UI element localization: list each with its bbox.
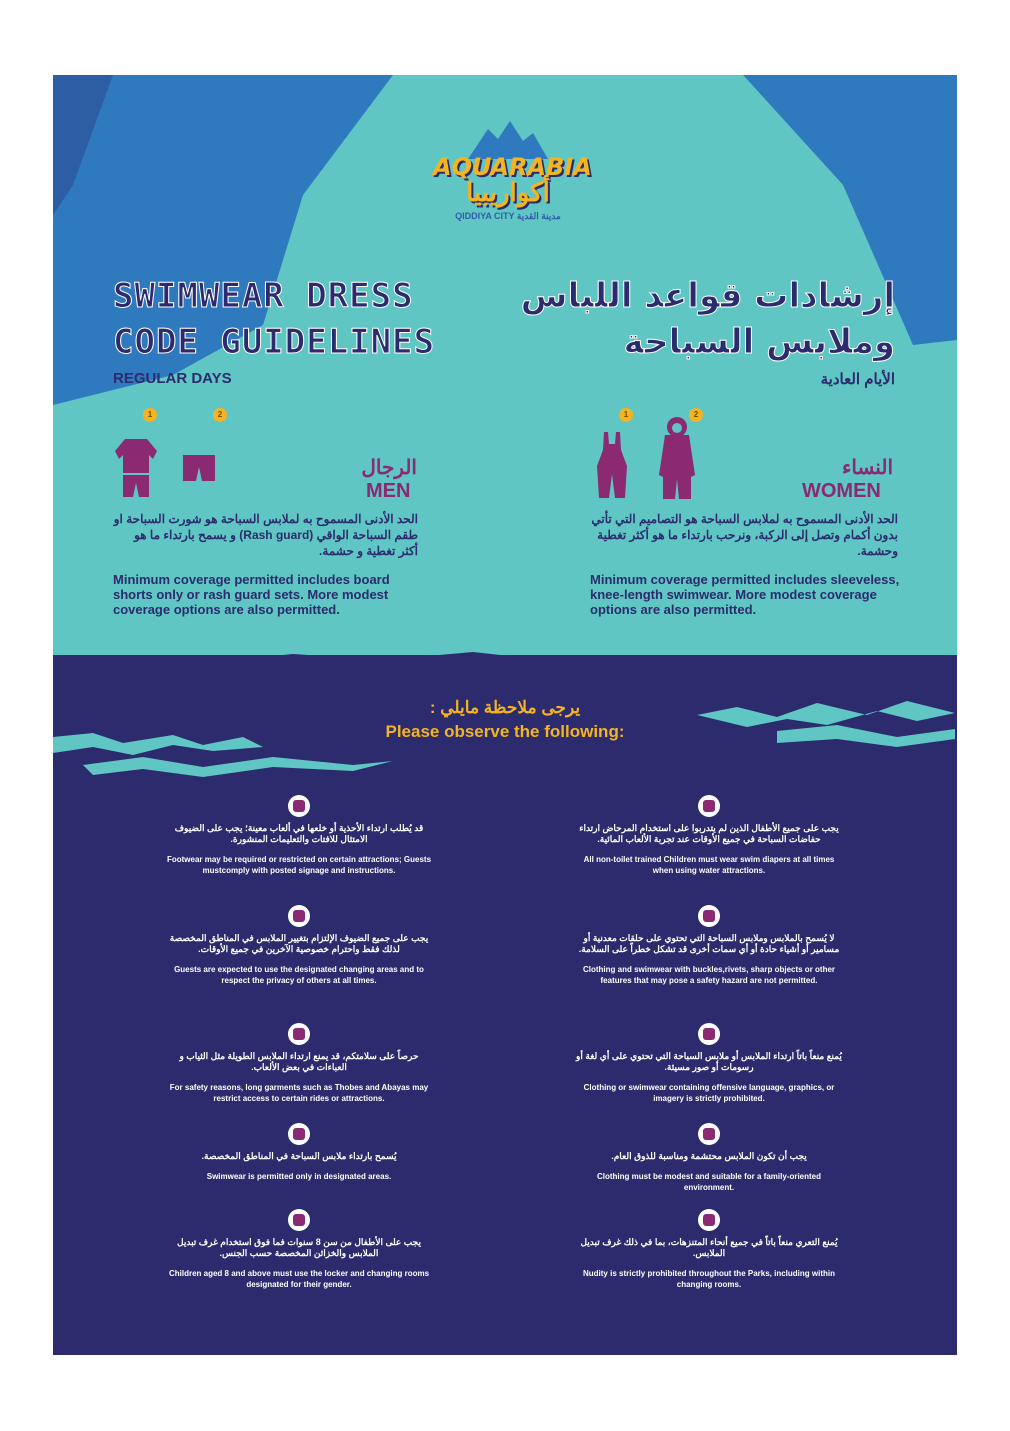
rule-text-ar: يجب أن تكون الملابس محتشمة ومناسبة للذوق العام. — [611, 1151, 807, 1161]
rule-text-ar: يجب على جميع الأطفال الذين لم يتدربوا على استخدام المرحاض ارتداء حفاضات السباحة في جميع الأوقات عند تجربة الألعاب المائية. — [579, 823, 839, 844]
rule-text-ar: يُمنع التعري منعاً باتاً في جميع أنحاء المتنزهات، بما في ذلك غرف تبديل الملابس. — [580, 1237, 838, 1258]
rule-text-ar: يجب على الأطفال من سن 8 سنوات فما فوق استخدام غرف تبديل الملابس والخزائن المخصصة حسب الجنس. — [177, 1237, 421, 1258]
rule-text-en: Clothing and swimwear with buckles,rivets, sharp objects or other features that may pose a safety hazard are not permitted. — [582, 965, 836, 985]
rule-text-en: All non-toilet trained Children must wear swim diapers at all times when using water attractions. — [583, 855, 835, 875]
rule-text-en: Guests are expected to use the designated changing areas and to respect the privacy of others at all times. — [174, 965, 424, 985]
rule-left-2 — [164, 905, 434, 986]
rule-text-ar: يجب على جميع الضيوف الإلتزام بتغيير الملابس في المناطق المخصصة لذلك فقط واحترام خصوصية الآخرين في جميع الأوقات. — [169, 933, 429, 954]
rule-right-3 — [574, 1023, 844, 1104]
rule-right-2 — [574, 905, 844, 986]
poster — [53, 75, 957, 1355]
no-buckles-icon — [698, 905, 720, 927]
rule-text-ar: لا يُسمح بالملابس وملابس السباحة التي تحتوي على حلقات معدنية أو مسامير أو أشياء حادة أو أي سمات أخرى قد تشكل خطراً على السلامة. — [578, 933, 840, 954]
rule-text-ar: قد يُطلب ارتداء الأحذية أو خلعها في ألعاب معينة؛ يجب على الضيوف الامتثال للافتات والتعليمات المنشورة. — [174, 823, 424, 844]
no-offensive-print-icon — [698, 1023, 720, 1045]
child-diaper-icon — [698, 795, 720, 817]
rule-text-en: Nudity is strictly prohibited throughout the Parks, including within changing rooms. — [582, 1269, 835, 1289]
women-label-en: WOMEN — [802, 480, 881, 502]
long-garment-icon — [288, 1023, 310, 1045]
men-number-1: 1 — [143, 408, 157, 422]
women-body-ar: الحد الأدنى المسموح به لملابس السباحة هو التصاميم التي تأتي بدون أكمام وتصل إلى الركبة، ونرحب بارتداء ما هو أكثر تغطية وحشمة. — [591, 512, 898, 558]
rule-right-4 — [574, 1123, 844, 1193]
rule-text-en: Children aged 8 and above must use the locker and changing rooms designated for their gender. — [168, 1269, 430, 1289]
rule-left-3 — [164, 1023, 434, 1104]
rule-text-en: Clothing must be modest and suitable for a family-oriented environment. — [596, 1172, 822, 1192]
title-en: SWIMWEAR DRESS CODE GUIDELINES — [113, 276, 436, 362]
women-number-1: 1 — [619, 408, 633, 422]
rule-left-4 — [164, 1123, 434, 1182]
women-body-en: Minimum coverage permitted includes sleeveless, knee-length swimwear. More modest coverage options are also permitted. — [590, 572, 900, 617]
board-shorts-icon — [181, 453, 217, 483]
rule-right-1 — [574, 795, 844, 876]
rule-text-ar: حرصاً على سلامتكم، قد يمنع ارتداء الملابس الطويلة مثل الثياب و العباءات في بعض الألعاب. — [179, 1051, 419, 1072]
rule-text-en: Clothing or swimwear containing offensive language, graphics, or imagery is strictly prohibited. — [583, 1083, 835, 1103]
no-nudity-icon — [698, 1209, 720, 1231]
men-body-ar: الحد الأدنى المسموح به لملابس السباحة هو شورت السباحة او طقم السباحة الواقي (Rash guard) و يسمح بارتداء ما هو أكثر تغطية و حشمة. — [113, 512, 418, 558]
logo-latin: AQUARABIA — [433, 153, 592, 181]
rule-left-5 — [164, 1209, 434, 1290]
family-icon — [698, 1123, 720, 1145]
women-label-ar: النساء — [841, 457, 893, 479]
men-label-en: MEN — [366, 480, 411, 502]
women-number-2: 2 — [689, 408, 703, 422]
rule-left-1 — [164, 795, 434, 876]
logo-arabic: أكواريبيا — [466, 177, 550, 207]
rule-text-ar: يُسمح بارتداء ملابس السباحة في المناطق المخصصة. — [201, 1151, 397, 1161]
full-coverage-swimsuit-icon — [657, 415, 697, 501]
rule-text-en: For safety reasons, long garments such as Thobes and Abayas may restrict access to certain rides or attractions. — [169, 1083, 429, 1103]
title-ar: إرشادات قواعد اللباس وملابس السباحة — [520, 276, 895, 362]
subtitle-ar: الأيام العادية — [820, 371, 895, 388]
rash-guard-icon — [113, 437, 159, 499]
subtitle-en: REGULAR DAYS — [113, 370, 232, 387]
observe-heading-en: Please observe the following: — [385, 722, 625, 741]
locker-icon — [288, 1209, 310, 1231]
logo — [433, 115, 592, 230]
observe-heading-ar: يرجى ملاحظة مايلي : — [429, 698, 581, 717]
rule-text-ar: يُمنع منعاً باتاً ارتداء الملابس أو ملابس السباحة التي تحتوي على أي لغة أو رسومات أو صور مسيئة. — [576, 1051, 842, 1072]
footwear-icon — [288, 795, 310, 817]
rule-right-5 — [574, 1209, 844, 1290]
top-panel — [53, 75, 957, 675]
logo-city: QIDDIYA CITY مدينة القدية — [455, 211, 561, 221]
men-number-2: 2 — [213, 408, 227, 422]
rule-text-en: Footwear may be required or restricted on certain attractions; Guests mustcomply with posted signage and instructions. — [166, 855, 432, 875]
changing-room-icon — [288, 905, 310, 927]
swimwear-area-icon — [288, 1123, 310, 1145]
rule-text-en: Swimwear is permitted only in designated areas. — [206, 1172, 392, 1181]
knee-length-swimsuit-icon — [595, 430, 629, 500]
men-body-en: Minimum coverage permitted includes board shorts only or rash guard sets. More modest coverage options are also permitted. — [113, 572, 390, 617]
men-label-ar: الرجال — [361, 457, 417, 479]
